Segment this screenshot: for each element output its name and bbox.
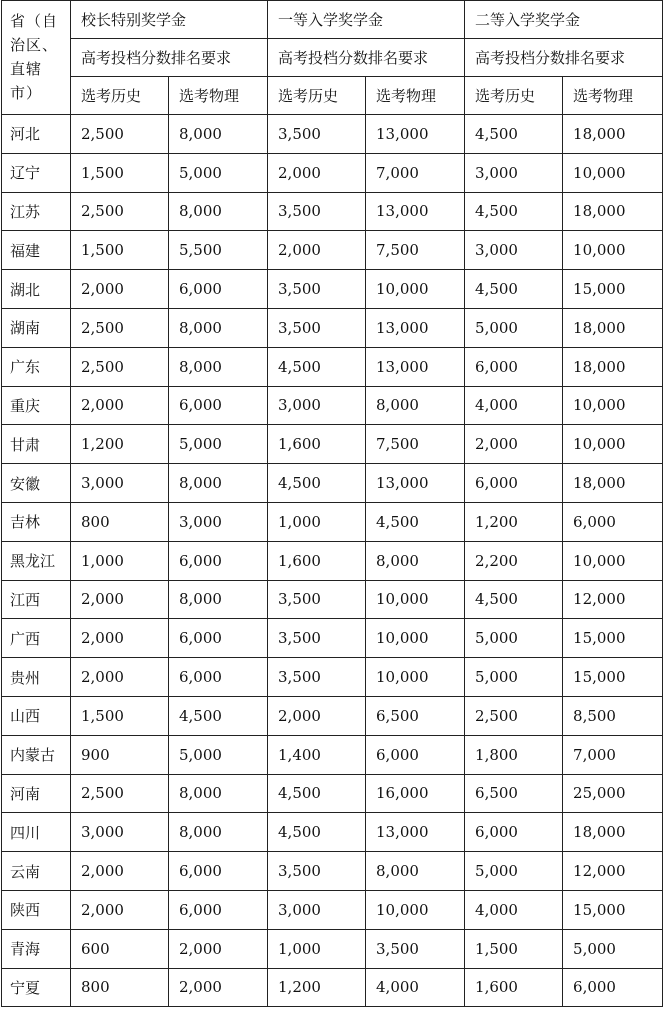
scholarship-table (1, 0, 663, 1007)
header-row-subjects (2, 77, 663, 115)
province-cell: 内蒙古 (2, 735, 71, 774)
rank-cell-second-history: 4,000 (465, 890, 563, 929)
rank-cell-first-history: 4,500 (268, 464, 366, 503)
col-header-physics: 选考物理 (366, 77, 465, 115)
rank-cell-first-physics: 8,000 (366, 541, 465, 580)
rank-cell-president-physics: 3,000 (169, 502, 268, 541)
rank-cell-first-history: 3,500 (268, 192, 366, 231)
rank-cell-second-history: 5,000 (465, 852, 563, 891)
rank-cell-president-history: 3,000 (71, 464, 169, 503)
rank-cell-second-physics: 25,000 (563, 774, 663, 813)
rank-cell-first-physics: 16,000 (366, 774, 465, 813)
rank-cell-president-physics: 5,500 (169, 231, 268, 270)
province-cell: 湖北 (2, 270, 71, 309)
province-cell: 广东 (2, 347, 71, 386)
col-header-physics: 选考物理 (169, 77, 268, 115)
province-cell: 贵州 (2, 658, 71, 697)
rank-cell-second-physics: 12,000 (563, 580, 663, 619)
rank-cell-president-history: 1,000 (71, 541, 169, 580)
rank-cell-first-physics: 13,000 (366, 464, 465, 503)
col-header-history: 选考历史 (71, 77, 169, 115)
rank-cell-president-history: 2,500 (71, 347, 169, 386)
rank-cell-second-physics: 10,000 (563, 231, 663, 270)
col-header-physics: 选考物理 (563, 77, 663, 115)
rank-cell-first-physics: 7,500 (366, 425, 465, 464)
rank-cell-second-history: 1,600 (465, 968, 563, 1007)
requirement-header: 高考投档分数排名要求 (71, 39, 268, 77)
table-row (2, 386, 663, 425)
province-cell: 陕西 (2, 890, 71, 929)
table-row (2, 619, 663, 658)
rank-cell-first-physics: 8,000 (366, 852, 465, 891)
rank-cell-second-history: 6,000 (465, 464, 563, 503)
rank-cell-president-history: 2,000 (71, 852, 169, 891)
table-row (2, 890, 663, 929)
rank-cell-first-history: 3,500 (268, 270, 366, 309)
rank-cell-first-history: 3,000 (268, 386, 366, 425)
province-cell: 黑龙江 (2, 541, 71, 580)
rank-cell-second-history: 4,500 (465, 115, 563, 154)
province-cell: 四川 (2, 813, 71, 852)
rank-cell-president-history: 900 (71, 735, 169, 774)
province-cell: 江苏 (2, 192, 71, 231)
rank-cell-president-physics: 8,000 (169, 192, 268, 231)
province-cell: 江西 (2, 580, 71, 619)
rank-cell-second-physics: 8,500 (563, 696, 663, 735)
group-header-president: 校长特别奖学金 (71, 1, 268, 39)
rank-cell-first-physics: 8,000 (366, 386, 465, 425)
table-row (2, 231, 663, 270)
rank-cell-first-physics: 13,000 (366, 192, 465, 231)
rank-cell-president-physics: 6,000 (169, 541, 268, 580)
rank-cell-second-physics: 18,000 (563, 813, 663, 852)
province-header: 省（自治区、直辖市） (10, 12, 59, 102)
rank-cell-first-physics: 4,000 (366, 968, 465, 1007)
rank-cell-second-physics: 18,000 (563, 115, 663, 154)
rank-cell-president-physics: 6,000 (169, 386, 268, 425)
province-cell: 广西 (2, 619, 71, 658)
rank-cell-second-physics: 10,000 (563, 153, 663, 192)
table-row (2, 968, 663, 1007)
col-header-history: 选考历史 (465, 77, 563, 115)
province-cell: 云南 (2, 852, 71, 891)
rank-cell-president-history: 1,500 (71, 153, 169, 192)
rank-cell-second-history: 5,000 (465, 308, 563, 347)
rank-cell-second-physics: 15,000 (563, 658, 663, 697)
rank-cell-second-physics: 18,000 (563, 192, 663, 231)
rank-cell-first-history: 3,500 (268, 852, 366, 891)
rank-cell-second-physics: 18,000 (563, 308, 663, 347)
province-cell: 宁夏 (2, 968, 71, 1007)
table-row (2, 464, 663, 503)
table-row (2, 774, 663, 813)
province-cell: 安徽 (2, 464, 71, 503)
rank-cell-president-history: 3,000 (71, 813, 169, 852)
rank-cell-president-physics: 5,000 (169, 153, 268, 192)
table-row (2, 696, 663, 735)
rank-cell-second-history: 4,500 (465, 270, 563, 309)
rank-cell-first-history: 2,000 (268, 696, 366, 735)
rank-cell-president-history: 2,500 (71, 308, 169, 347)
rank-cell-president-physics: 8,000 (169, 115, 268, 154)
table-row (2, 852, 663, 891)
rank-cell-president-history: 2,000 (71, 619, 169, 658)
rank-cell-first-physics: 3,500 (366, 929, 465, 968)
rank-cell-second-history: 6,500 (465, 774, 563, 813)
rank-cell-second-physics: 10,000 (563, 425, 663, 464)
rank-cell-second-physics: 15,000 (563, 890, 663, 929)
group-header-second-class: 二等入学奖学金 (465, 1, 663, 39)
rank-cell-president-history: 2,000 (71, 270, 169, 309)
table-row (2, 192, 663, 231)
rank-cell-first-physics: 10,000 (366, 619, 465, 658)
rank-cell-president-physics: 2,000 (169, 929, 268, 968)
rank-cell-second-history: 5,000 (465, 619, 563, 658)
rank-cell-president-history: 800 (71, 968, 169, 1007)
province-cell: 吉林 (2, 502, 71, 541)
rank-cell-second-physics: 5,000 (563, 929, 663, 968)
table-row (2, 813, 663, 852)
rank-cell-second-physics: 7,000 (563, 735, 663, 774)
rank-cell-first-physics: 10,000 (366, 270, 465, 309)
rank-cell-president-history: 2,000 (71, 658, 169, 697)
rank-cell-second-physics: 15,000 (563, 270, 663, 309)
rank-cell-president-history: 1,200 (71, 425, 169, 464)
rank-cell-president-physics: 6,000 (169, 270, 268, 309)
rank-cell-second-physics: 10,000 (563, 541, 663, 580)
rank-cell-president-history: 1,500 (71, 231, 169, 270)
col-header-history: 选考历史 (268, 77, 366, 115)
rank-cell-second-history: 2,200 (465, 541, 563, 580)
rank-cell-first-physics: 13,000 (366, 308, 465, 347)
rank-cell-second-history: 6,000 (465, 347, 563, 386)
province-cell: 河北 (2, 115, 71, 154)
rank-cell-president-history: 2,000 (71, 580, 169, 619)
province-cell: 青海 (2, 929, 71, 968)
province-header-cell (2, 1, 71, 115)
rank-cell-second-history: 2,500 (465, 696, 563, 735)
rank-cell-president-physics: 2,000 (169, 968, 268, 1007)
header-row-requirement (2, 39, 663, 77)
rank-cell-second-history: 6,000 (465, 813, 563, 852)
rank-cell-president-physics: 8,000 (169, 580, 268, 619)
rank-cell-second-history: 4,500 (465, 192, 563, 231)
rank-cell-second-history: 3,000 (465, 153, 563, 192)
rank-cell-first-physics: 13,000 (366, 347, 465, 386)
province-cell: 山西 (2, 696, 71, 735)
requirement-header: 高考投档分数排名要求 (268, 39, 465, 77)
rank-cell-president-physics: 6,000 (169, 890, 268, 929)
province-cell: 重庆 (2, 386, 71, 425)
rank-cell-first-history: 3,500 (268, 658, 366, 697)
rank-cell-first-history: 1,000 (268, 929, 366, 968)
rank-cell-first-physics: 13,000 (366, 115, 465, 154)
province-cell: 福建 (2, 231, 71, 270)
rank-cell-first-history: 3,500 (268, 580, 366, 619)
rank-cell-first-physics: 7,000 (366, 153, 465, 192)
rank-cell-president-physics: 5,000 (169, 735, 268, 774)
rank-cell-first-history: 2,000 (268, 153, 366, 192)
rank-cell-first-physics: 10,000 (366, 580, 465, 619)
rank-cell-president-history: 2,500 (71, 115, 169, 154)
rank-cell-first-physics: 4,500 (366, 502, 465, 541)
rank-cell-second-physics: 15,000 (563, 619, 663, 658)
rank-cell-first-physics: 6,000 (366, 735, 465, 774)
rank-cell-president-physics: 6,000 (169, 658, 268, 697)
province-cell: 湖南 (2, 308, 71, 347)
table-row (2, 153, 663, 192)
rank-cell-first-history: 1,200 (268, 968, 366, 1007)
rank-cell-president-history: 2,000 (71, 890, 169, 929)
table-row (2, 308, 663, 347)
rank-cell-second-history: 2,000 (465, 425, 563, 464)
rank-cell-second-physics: 6,000 (563, 502, 663, 541)
header-row-groups (2, 1, 663, 39)
table-row (2, 580, 663, 619)
rank-cell-first-history: 1,400 (268, 735, 366, 774)
rank-cell-first-physics: 13,000 (366, 813, 465, 852)
rank-cell-second-history: 3,000 (465, 231, 563, 270)
province-cell: 河南 (2, 774, 71, 813)
table-row (2, 541, 663, 580)
rank-cell-first-history: 3,500 (268, 115, 366, 154)
rank-cell-first-history: 3,500 (268, 308, 366, 347)
rank-cell-first-physics: 6,500 (366, 696, 465, 735)
rank-cell-second-history: 1,800 (465, 735, 563, 774)
table-row (2, 502, 663, 541)
rank-cell-president-history: 2,500 (71, 774, 169, 813)
rank-cell-first-history: 2,000 (268, 231, 366, 270)
rank-cell-president-physics: 6,000 (169, 852, 268, 891)
rank-cell-first-history: 1,600 (268, 425, 366, 464)
table-row (2, 270, 663, 309)
rank-cell-first-history: 4,500 (268, 813, 366, 852)
rank-cell-president-physics: 8,000 (169, 464, 268, 503)
requirement-header: 高考投档分数排名要求 (465, 39, 663, 77)
table-body (2, 1, 663, 1007)
rank-cell-president-physics: 8,000 (169, 774, 268, 813)
rank-cell-first-history: 3,000 (268, 890, 366, 929)
rank-cell-second-history: 1,500 (465, 929, 563, 968)
rank-cell-second-physics: 6,000 (563, 968, 663, 1007)
rank-cell-second-history: 1,200 (465, 502, 563, 541)
rank-cell-president-physics: 6,000 (169, 619, 268, 658)
rank-cell-president-physics: 5,000 (169, 425, 268, 464)
rank-cell-president-physics: 4,500 (169, 696, 268, 735)
rank-cell-second-physics: 18,000 (563, 464, 663, 503)
table-row (2, 735, 663, 774)
rank-cell-second-history: 4,500 (465, 580, 563, 619)
rank-cell-first-history: 3,500 (268, 619, 366, 658)
rank-cell-president-physics: 8,000 (169, 308, 268, 347)
group-header-first-class: 一等入学奖学金 (268, 1, 465, 39)
table-row (2, 425, 663, 464)
rank-cell-president-history: 1,500 (71, 696, 169, 735)
table-row (2, 115, 663, 154)
rank-cell-second-history: 5,000 (465, 658, 563, 697)
rank-cell-president-history: 600 (71, 929, 169, 968)
table-row (2, 347, 663, 386)
rank-cell-president-history: 800 (71, 502, 169, 541)
rank-cell-first-history: 1,600 (268, 541, 366, 580)
rank-cell-first-physics: 10,000 (366, 658, 465, 697)
rank-cell-president-history: 2,000 (71, 386, 169, 425)
table-row (2, 929, 663, 968)
rank-cell-second-physics: 12,000 (563, 852, 663, 891)
rank-cell-president-physics: 8,000 (169, 347, 268, 386)
table-row (2, 658, 663, 697)
rank-cell-first-history: 4,500 (268, 774, 366, 813)
rank-cell-first-physics: 10,000 (366, 890, 465, 929)
rank-cell-second-physics: 18,000 (563, 347, 663, 386)
rank-cell-first-history: 4,500 (268, 347, 366, 386)
rank-cell-president-history: 2,500 (71, 192, 169, 231)
rank-cell-second-history: 4,000 (465, 386, 563, 425)
rank-cell-president-physics: 8,000 (169, 813, 268, 852)
province-cell: 甘肃 (2, 425, 71, 464)
rank-cell-first-history: 1,000 (268, 502, 366, 541)
rank-cell-second-physics: 10,000 (563, 386, 663, 425)
rank-cell-first-physics: 7,500 (366, 231, 465, 270)
province-cell: 辽宁 (2, 153, 71, 192)
